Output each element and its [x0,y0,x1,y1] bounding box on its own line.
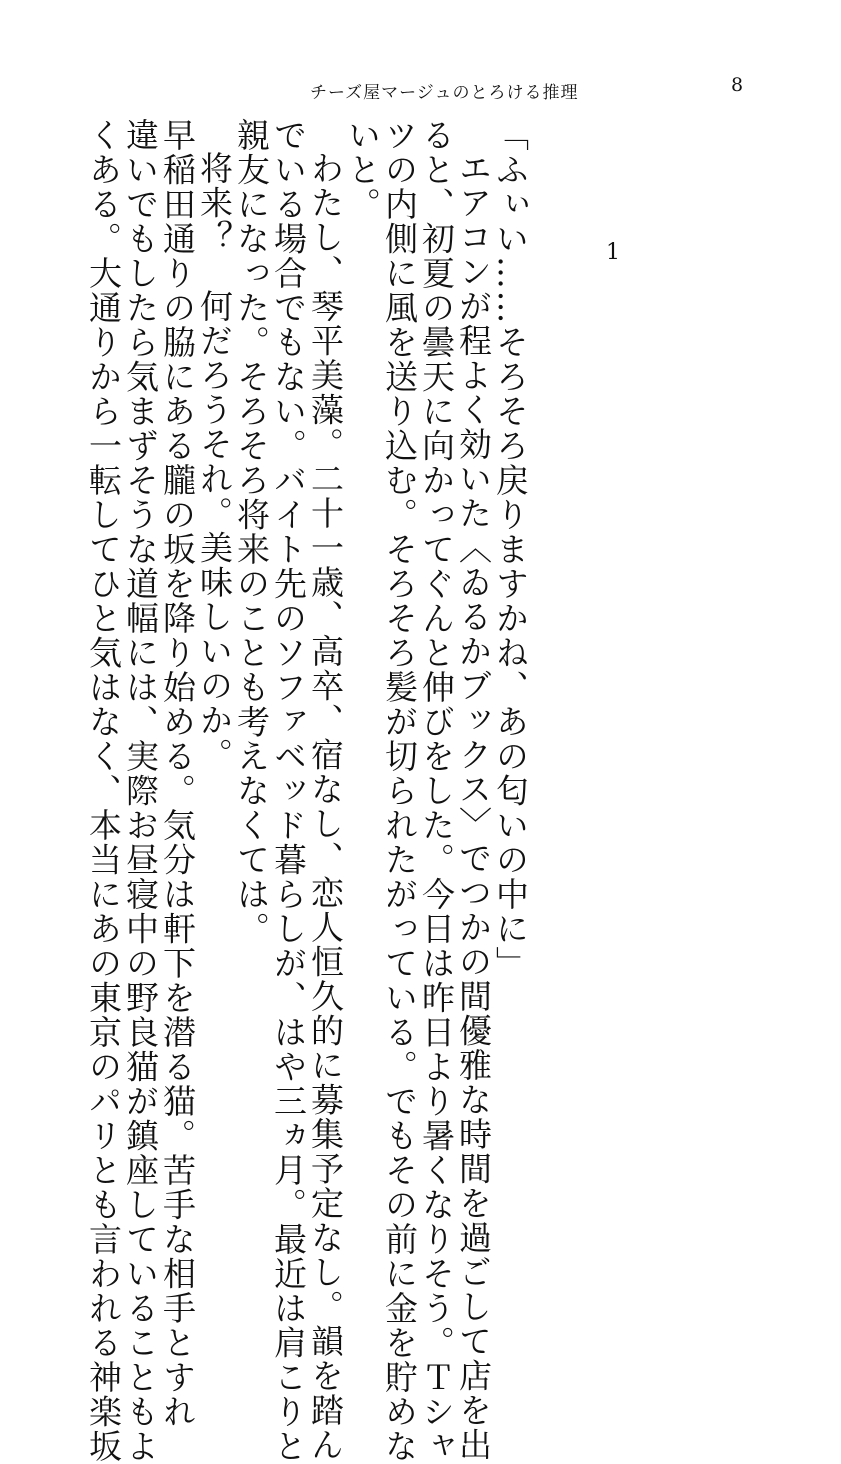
text-line: エアコンが程よく効いた〈ゐるかブックス〉でつかの間優雅な時間を過ごして店を出 [454,151,493,1462]
chapter-number: 1 [606,240,620,265]
text-line: 早稲田通りの脇にある朧の坂を降り始める。気分は軒下を潜る猫。苦手な相手とすれ [158,118,197,1429]
text-line: くある。大通りから一転してひと気はなく、本当にあの東京のパリとも言われる神楽坂 [84,118,123,1464]
text-line: ると、初夏の曇天に向かってぐんと伸びをした。今日は昨日より暑くなりそう。Ｔシャ [417,118,456,1464]
running-title: チーズ屋マージュのとろける推理 [310,83,579,103]
page-number: 8 [731,74,744,96]
text-line: でいる場合でもない。バイト先のソファベッド暮らしが、はや三ヵ月。最近は肩こりと [269,118,308,1464]
text-line: 違いでもしたら気まずそうな道幅には、実際お昼寝中の野良猫が鎮座していることもよ [121,118,160,1464]
text-line: わたし、琴平美藻。二十一歳、高卒、宿なし、恋人恒久的に募集予定なし。韻を踏ん [306,151,345,1462]
text-line: 親友になった。そろそろ将来のことも考えなくては。 [232,118,271,946]
text-line: 「ふぃい……そろそろ戻りますかね、あの匂いの中に」 [491,118,530,981]
body-text [84,118,530,1464]
text-line: ツの内側に風を送り込む。そろそろ髪が切られたがっている。でもその前に金を貯めな [380,118,419,1464]
text-line: いと。 [343,118,382,222]
text-line: 将来？ 何だろうそれ。美味しいのか。 [195,151,234,772]
